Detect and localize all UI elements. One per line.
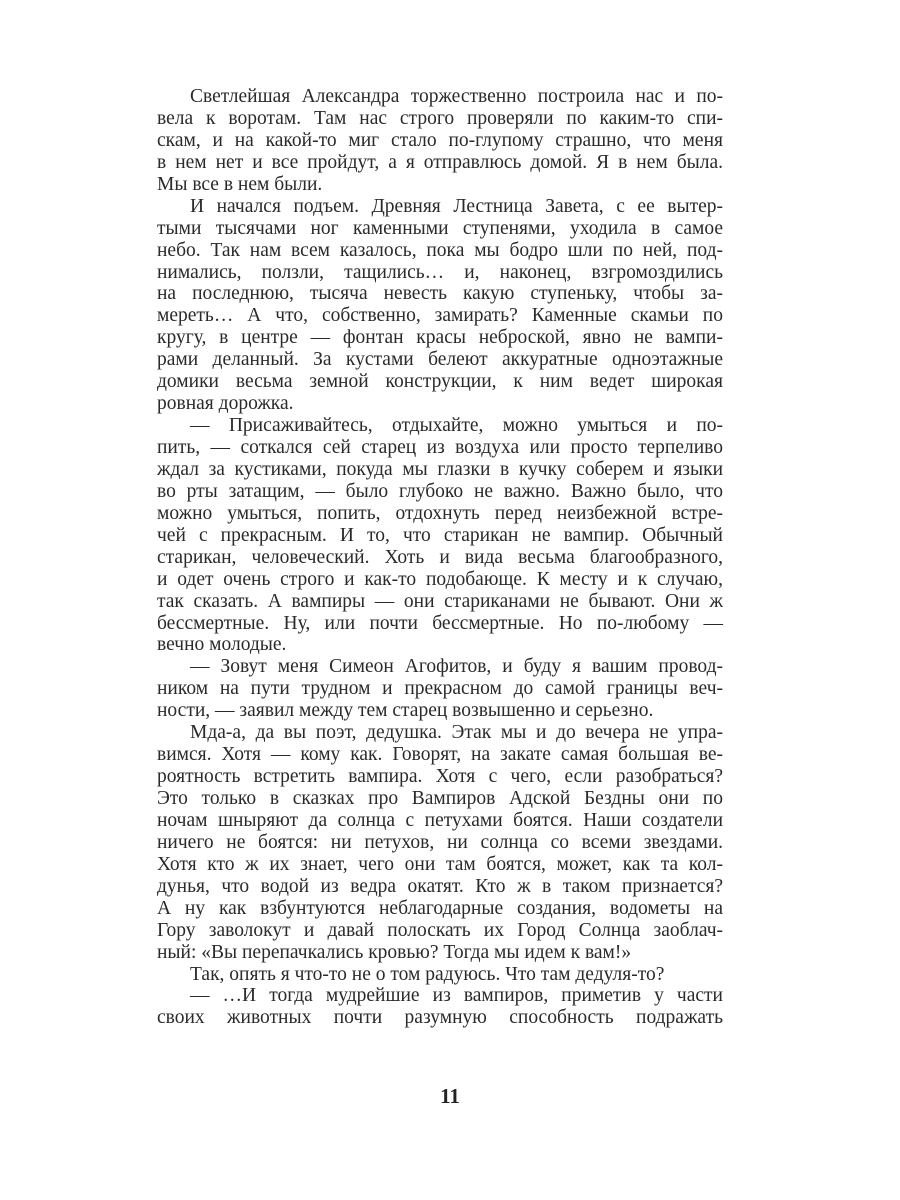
text-line: так сказать. А вампиры — они стариканами не бывают. Они ж	[157, 590, 723, 612]
paragraph	[157, 656, 723, 722]
text-line: кругу, в центре — фонтан красы неброской, явно не вампи-	[157, 327, 723, 349]
text-line: ничего не боятся: ни петухов, ни солнца со всеми звездами.	[157, 831, 723, 853]
text-line: Мы все в нем были.	[157, 173, 323, 195]
paragraph	[157, 964, 723, 986]
paragraph	[157, 415, 723, 656]
text-line: бессмертные. Ну, или почти бессмертные. Но по-любому —	[157, 612, 723, 634]
text-line: ный: «Вы перепачкались кровью? Тогда мы идем к вам!»	[157, 941, 632, 963]
text-line: вимся. Хотя — кому как. Говорят, на закате самая большая ве-	[157, 744, 723, 766]
text-line: рами деланный. За кустами белеют аккуратные одноэтажные	[157, 349, 723, 371]
text-line: на последнюю, тысяча невесть какую ступеньку, чтобы за-	[157, 283, 723, 305]
text-line: роятность встретить вампира. Хотя с чего, если разобраться?	[157, 766, 723, 788]
text-line: небо. Так нам всем казалось, пока мы бодро шли по ней, под-	[157, 239, 723, 261]
text-line: можно умыться, попить, отдохнуть перед неизбежной встре-	[157, 502, 723, 524]
paragraph	[157, 722, 723, 963]
text-line: вела к воротам. Там нас строго проверяли по каким-то спи-	[157, 107, 723, 129]
text-line: — …И тогда мудрейшие из вампиров, приметив у части	[190, 985, 723, 1007]
text-line: Так, опять я что-то не о том радуюсь. Что там дедуля-то?	[190, 963, 665, 985]
paragraph	[157, 86, 723, 196]
text-line: Это только в сказках про Вампиров Адской Бездны они по	[157, 788, 723, 809]
text-line: дунья, что водой из ведра окатят. Кто ж в таком признается?	[157, 875, 723, 897]
text-line: своих животных почти разумную способность подражать	[157, 1007, 723, 1029]
text-line: — Присаживайтесь, отдыхайте, можно умыться и по-	[190, 415, 723, 437]
text-line: старикан, человеческий. Хоть и вида весьма благообразного,	[157, 546, 723, 568]
text-line: ником на пути трудном и прекрасном до самой границы веч-	[157, 678, 723, 700]
text-line: А ну как взбунтуются неблагодарные создания, водометы на	[157, 897, 723, 919]
text-line: нимались, ползли, тащились… и, наконец, взгромоздились	[157, 261, 723, 283]
text-line: пить, — соткался сей старец из воздуха или просто терпеливо	[157, 437, 723, 458]
text-line: тыми тысячами ног каменными ступенями, уходила в самое	[157, 217, 723, 239]
paragraph	[157, 985, 723, 1029]
text-line: ности, — заявил между тем старец возвышенно и серьезно.	[157, 700, 654, 722]
text-line: во рты затащим, — было глубоко не важно. Важно было, что	[157, 480, 723, 502]
text-line: мереть… А что, собственно, замирать? Каменные скамьи по	[157, 305, 723, 327]
page-number: 11	[440, 1084, 460, 1108]
text-line: — Зовут меня Симеон Агофитов, и буду я вашим провод-	[190, 656, 723, 678]
paragraph	[157, 196, 723, 415]
text-line: Светлейшая Александра торжественно построила нас и по-	[190, 86, 723, 107]
text-line: в нем нет и все пройдут, а я отправлюсь домой. Я в нем была.	[157, 151, 723, 173]
page-body-text	[157, 86, 723, 1029]
text-line: чей с прекрасным. И то, что старикан не вампир. Обычный	[157, 524, 723, 546]
text-line: ночам шныряют да солнца с петухами боятся. Наши создатели	[157, 809, 723, 831]
text-line: домики весьма земной конструкции, к ним ведет широкая	[157, 371, 723, 393]
text-line: ждал за кустиками, покуда мы глазки в кучку соберем и языки	[157, 458, 723, 480]
text-line: и одет очень строго и как-то подобающе. К месту и к случаю,	[157, 568, 723, 590]
text-line: вечно молодые.	[157, 634, 287, 656]
text-line: ровная дорожка.	[157, 393, 294, 415]
text-line: Гору заволокут и давай полоскать их Город Солнца заоблач-	[157, 919, 723, 941]
text-line: Хотя кто ж их знает, чего они там боятся, может, как та кол-	[157, 853, 723, 875]
text-line: Мда-а, да вы поэт, дедушка. Этак мы и до вечера не упра-	[190, 722, 723, 744]
text-line: И начался подъем. Древняя Лестница Завета, с ее вытер-	[190, 195, 723, 217]
text-line: скам, и на какой-то миг стало по-глупому страшно, что меня	[157, 129, 723, 151]
